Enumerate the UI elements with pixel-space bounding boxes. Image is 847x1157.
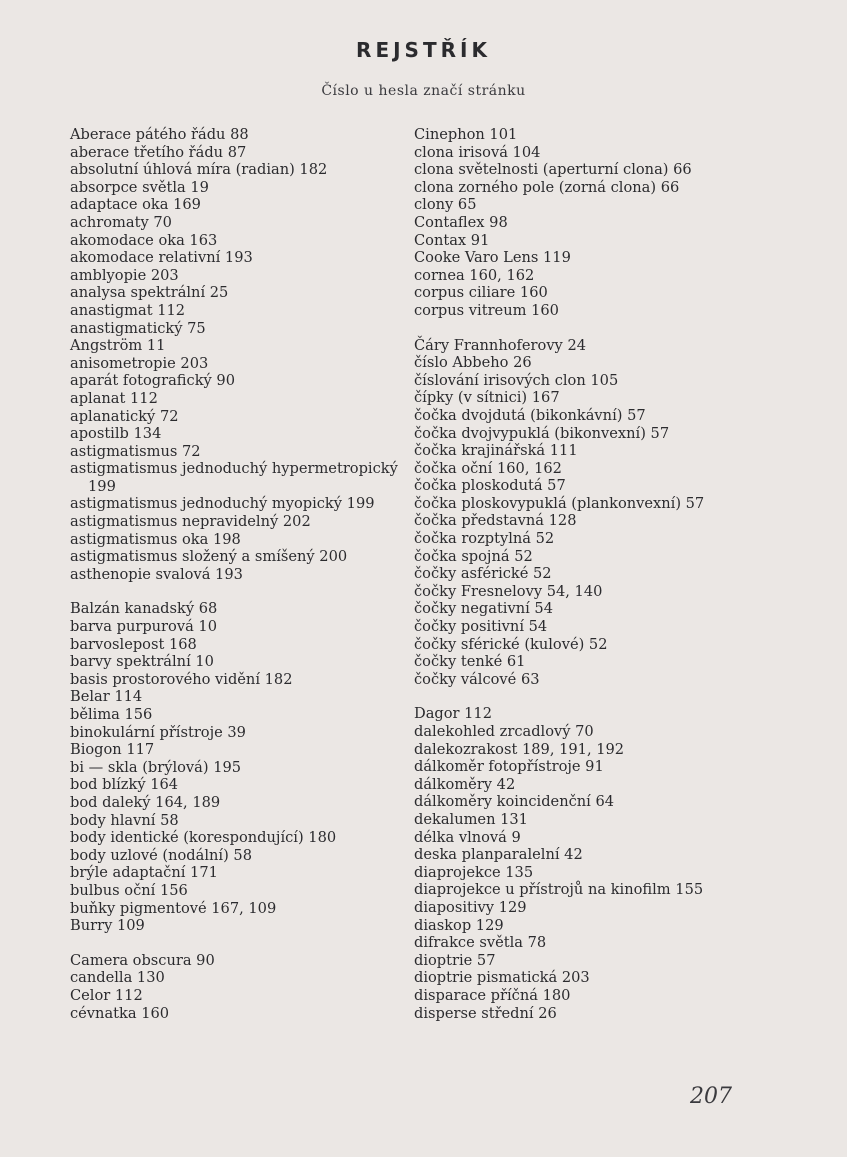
index-entry: čočky asférické 52 (414, 565, 552, 583)
index-entry: bod daleký 164, 189 (70, 793, 221, 811)
index-entry: dioptrie 57 (414, 951, 496, 969)
index-entry: Biogon 117 (70, 741, 155, 759)
index-entry: čočka spojná 52 (414, 547, 533, 565)
index-entry: čočka dvojdutá (bikonkávní) 57 (414, 406, 646, 424)
index-entry: clona světelnosti (aperturní clona) 66 (414, 161, 692, 179)
index-entry: astigmatismus oka 198 (70, 530, 241, 548)
index-entry: čočka rozptylná 52 (414, 530, 555, 548)
index-entry: čočky válcové 63 (414, 670, 540, 688)
index-entry: číslo Abbeho 26 (414, 354, 532, 372)
index-entry: clony 65 (414, 196, 477, 214)
index-entry: Aberace pátého řádu 88 (70, 126, 249, 143)
index-entry: Belar 114 (70, 688, 143, 706)
page-title: REJSTŘÍK (356, 38, 491, 62)
index-entry: diaprojekce 135 (414, 863, 534, 881)
index-entry: dálkoměr fotopřístroje 91 (414, 758, 604, 776)
index-entry: akomodace relativní 193 (70, 249, 253, 267)
index-entry: amblyopie 203 (70, 266, 179, 284)
index-entry: buňky pigmentové 167, 109 (70, 899, 277, 917)
index-entry: adaptace oka 169 (70, 196, 201, 214)
index-entry: astigmatismus jednoduchý myopický 199 (70, 495, 375, 513)
index-entry: disperse střední 26 (414, 1004, 557, 1022)
index-entry: Cinephon 101 (414, 126, 518, 143)
index-entry: achromaty 70 (70, 213, 172, 231)
index-entry: Celor 112 (70, 986, 143, 1004)
index-letter-group (70, 600, 420, 934)
index-entry: Angström 11 (70, 337, 166, 355)
index-entry: Čáry Frannhoferovy 24 (414, 336, 587, 354)
index-entry: čočky Fresnelovy 54, 140 (414, 582, 603, 600)
index-entry: astigmatismus jednoduchý hypermetropický 199 (70, 460, 398, 495)
index-entry: Dagor 112 (414, 705, 492, 723)
index-entry: čípky (v sítnici) 167 (414, 389, 560, 407)
page-subtitle: Číslo u hesla značí stránku (321, 83, 526, 99)
index-entry: dekalumen 131 (414, 810, 528, 828)
index-entry: dalekozrakost 189, 191, 192 (414, 740, 625, 758)
index-entry: binokulární přístroje 39 (70, 723, 246, 741)
index-entry: corpus vitreum 160 (414, 301, 559, 319)
index-entry: bod blízký 164 (70, 776, 179, 794)
index-entry: aparát fotografický 90 (70, 372, 235, 390)
index-entry: Contax 91 (414, 231, 490, 249)
index-entry: astigmatismus 72 (70, 442, 201, 460)
page-number: 207 (690, 1084, 732, 1109)
index-entry: čočky positivní 54 (414, 618, 548, 636)
index-entry: Camera obscura 90 (70, 951, 215, 969)
index-entry: clona irisová 104 (414, 143, 541, 161)
index-entry: dálkoměry koincidenční 64 (414, 793, 615, 811)
index-entry: diaskop 129 (414, 916, 504, 934)
index-column-right (414, 126, 784, 1022)
index-entry: dioptrie pismatická 203 (414, 969, 590, 987)
index-entry: diaprojekce u přístrojů na kinofilm 155 (414, 881, 704, 899)
index-entry: body hlavní 58 (70, 811, 179, 829)
index-entry: čočka ploskodutá 57 (414, 477, 566, 495)
index-entry: difrakce světla 78 (414, 934, 547, 952)
index-entry: deska planparalelní 42 (414, 846, 583, 864)
index-entry: aplanatický 72 (70, 407, 179, 425)
index-entry: akomodace oka 163 (70, 231, 218, 249)
index-entry: barva purpurová 10 (70, 618, 217, 636)
index-entry: anisometropie 203 (70, 354, 209, 372)
index-entry: candella 130 (70, 969, 165, 987)
index-entry: anastigmat 112 (70, 301, 186, 319)
index-entry: diapositivy 129 (414, 898, 527, 916)
index-entry: bulbus oční 156 (70, 881, 188, 899)
index-entry: čočka dvojvypuklá (bikonvexní) 57 (414, 424, 670, 442)
index-entry: čočka krajinářská 111 (414, 442, 578, 460)
index-entry: Contaflex 98 (414, 213, 508, 231)
index-entry: aberace třetího řádu 87 (70, 143, 247, 161)
index-entry: Cooke Varo Lens 119 (414, 249, 571, 267)
index-entry: body uzlové (nodální) 58 (70, 846, 252, 864)
index-column-left (70, 126, 420, 1022)
index-entry: apostilb 134 (70, 425, 162, 443)
index-entry: Balzán kanadský 68 (70, 600, 218, 618)
index-entry: disparace příčná 180 (414, 986, 571, 1004)
index-entry: analysa spektrální 25 (70, 284, 229, 302)
index-letter-group (70, 126, 420, 583)
index-entry: cornea 160, 162 (414, 266, 535, 284)
index-entry: cévnatka 160 (70, 1004, 170, 1022)
index-entry: čočka oční 160, 162 (414, 459, 562, 477)
index-letter-group (414, 337, 784, 689)
index-entry: barvoslepost 168 (70, 635, 197, 653)
index-entry: čočka představná 128 (414, 512, 577, 530)
index-entry: basis prostorového vidění 182 (70, 670, 293, 688)
index-entry: čočky negativní 54 (414, 600, 553, 618)
index-entry: dalekohled zrcadlový 70 (414, 723, 594, 740)
index-entry: corpus ciliare 160 (414, 284, 548, 302)
index-entry: číslování irisových clon 105 (414, 371, 619, 389)
index-entry: clona zorného pole (zorná clona) 66 (414, 178, 680, 196)
index-entry: Burry 109 (70, 917, 145, 935)
index-entry: bělima 156 (70, 706, 153, 723)
index-entry: anastigmatický 75 (70, 319, 206, 337)
index-entry: dálkoměry 42 (414, 775, 516, 793)
index-letter-group (414, 705, 784, 1022)
index-entry: délka vlnová 9 (414, 828, 521, 846)
index-entry: brýle adaptační 171 (70, 864, 218, 882)
index-entry: barvy spektrální 10 (70, 653, 214, 671)
index-entry: čočka ploskovypuklá (plankonvexní) 57 (414, 494, 705, 512)
index-entry: čočky tenké 61 (414, 653, 526, 671)
index-entry: asthenopie svalová 193 (70, 565, 243, 583)
index-entry: astigmatismus složený a smíšený 200 (70, 548, 348, 566)
index-letter-group (70, 952, 420, 1022)
index-letter-group (414, 126, 784, 320)
index-entry: bi — skla (brýlová) 195 (70, 758, 242, 776)
index-entry: absorpce světla 19 (70, 178, 209, 196)
index-entry: absolutní úhlová míra (radian) 182 (70, 161, 328, 179)
index-entry: čočky sférické (kulové) 52 (414, 635, 608, 653)
index-entry: astigmatismus nepravidelný 202 (70, 513, 311, 531)
index-entry: body identické (korespondující) 180 (70, 829, 337, 847)
index-entry: aplanat 112 (70, 389, 158, 407)
